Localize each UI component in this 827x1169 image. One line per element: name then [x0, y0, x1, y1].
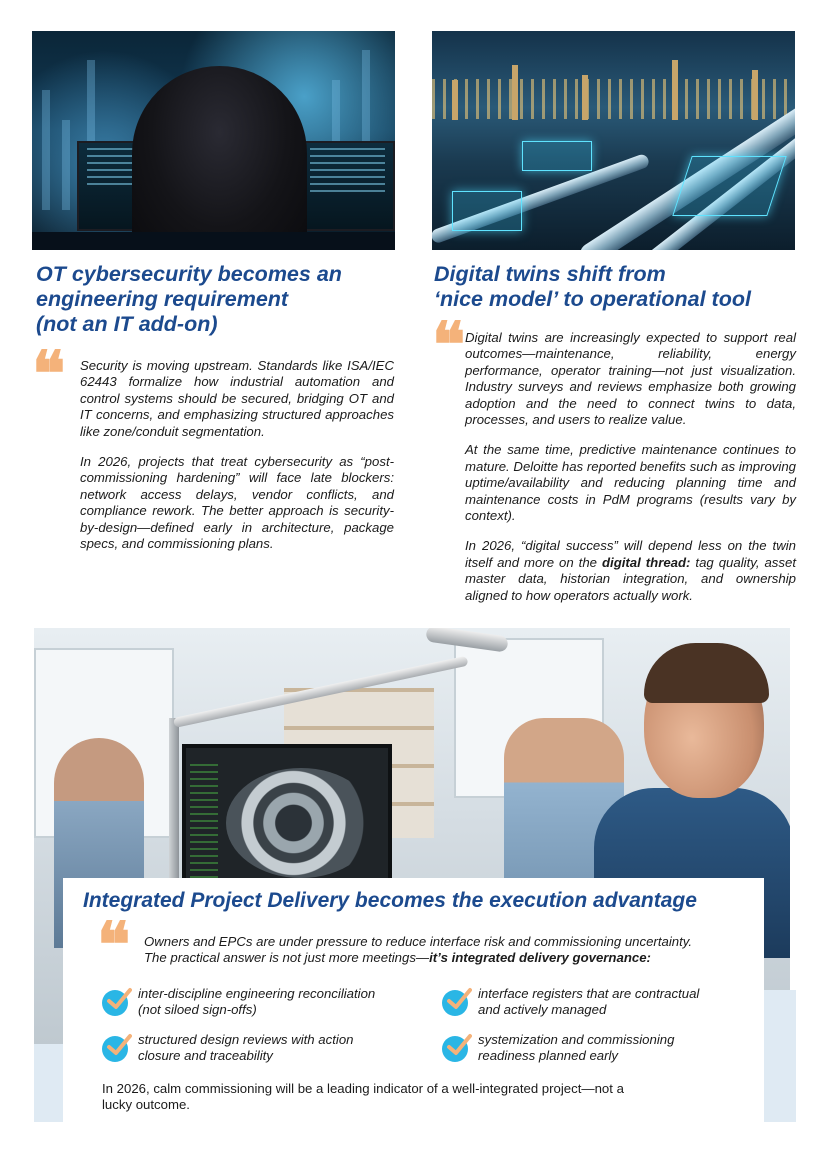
bullet-item: [478, 1032, 758, 1065]
twins-p3-after: tag quality, asset master data, historian integration, and ownership aligned to how operators actually work.: [465, 554, 796, 603]
cyber-paragraph-2: In 2026, projects that treat cybersecurity as “post-commissioning hardening” will face late blockers: network access delays, vendor conflicts, and compliance rework. The better approach is security-by-design—defined early in architecture, package specs, and commissioning plans.: [80, 454, 394, 552]
twins-p3-before: In 2026, “digital success” will depend less on the twin itself and more on the: [465, 538, 796, 570]
cyber-body: [80, 358, 394, 566]
ipd-card: [63, 878, 764, 1122]
bullet-line1: systemization and commissioning: [478, 1032, 675, 1047]
bullet-line2: closure and traceability: [138, 1048, 273, 1064]
bullet-line2: readiness planned early: [478, 1048, 619, 1064]
bullet-line1: inter-discipline engineering reconciliation: [138, 986, 376, 1001]
bullet-item: [138, 1032, 428, 1065]
ipd-closing-line2: lucky outcome.: [102, 1097, 190, 1113]
check-icon: [102, 990, 128, 1016]
bullet-item: [478, 986, 758, 1019]
cyber-heading-line3: (not an IT add-on): [36, 312, 218, 336]
background-band-right: [764, 990, 796, 1122]
cyber-heading-line2: engineering requirement: [36, 287, 289, 311]
quote-mark-icon: ❝: [432, 308, 466, 381]
check-icon: [102, 1036, 128, 1062]
cyber-heading-line1: OT cybersecurity becomes an: [36, 262, 342, 286]
bullet-item: [138, 986, 428, 1019]
twins-heading-line2: ‘nice model’ to operational tool: [434, 287, 751, 311]
ipd-intro: [144, 934, 759, 967]
ipd-closing-line1: In 2026, calm commissioning will be a leading indicator of a well-integrated project—not a: [102, 1081, 624, 1096]
twins-paragraph-2: At the same time, predictive maintenance continues to mature. Deloitte has reported benefits such as improving uptime/availability and reducing planning time and maintenance costs in PdM programs (results vary by context).: [465, 442, 796, 524]
ipd-governance-emphasis: it’s integrated delivery governance:: [429, 950, 651, 966]
digital-thread-emphasis: digital thread:: [601, 554, 691, 570]
check-icon: [442, 990, 468, 1016]
hacker-photo: [32, 31, 395, 250]
twins-body: [465, 330, 796, 618]
twins-heading: [434, 262, 814, 312]
cyber-heading: [36, 262, 416, 337]
ipd-intro-line1: Owners and EPCs are under pressure to reduce interface risk and commissioning uncertainty.: [144, 934, 693, 949]
bullet-line1: interface registers that are contractual: [478, 986, 700, 1001]
twins-paragraph-3: [465, 538, 796, 604]
quote-mark-icon: ❝: [97, 908, 131, 981]
industrial-plant-photo: [432, 31, 795, 250]
ipd-heading: Integrated Project Delivery becomes the execution advantage: [83, 889, 697, 912]
bullet-line2: (not siloed sign-offs): [138, 1002, 257, 1018]
quote-mark-icon: ❝: [32, 337, 66, 410]
bullet-line1: structured design reviews with action: [138, 1032, 354, 1047]
bullet-line2: and actively managed: [478, 1002, 607, 1018]
check-icon: [442, 1036, 468, 1062]
ipd-intro-line2: [144, 950, 759, 966]
cyber-paragraph-1: Security is moving upstream. Standards like ISA/IEC 62443 formalize how industrial automation and control systems should be secured, bridging OT and IT concerns, and emphasizing structured approaches like zone/conduit segmentation.: [80, 358, 394, 439]
twins-paragraph-1: Digital twins are increasingly expected to support real outcomes—maintenance, reliability, energy performance, operator training—not just visualization. Industry surveys and reviews emphasize both growing adoption and the need to connect twins to data, processes, and users to realize value.: [465, 330, 796, 428]
ipd-intro-line2-text: The practical answer is not just more meetings—: [144, 950, 430, 966]
twins-heading-line1: Digital twins shift from: [434, 262, 666, 286]
ipd-closing: [102, 1081, 752, 1114]
